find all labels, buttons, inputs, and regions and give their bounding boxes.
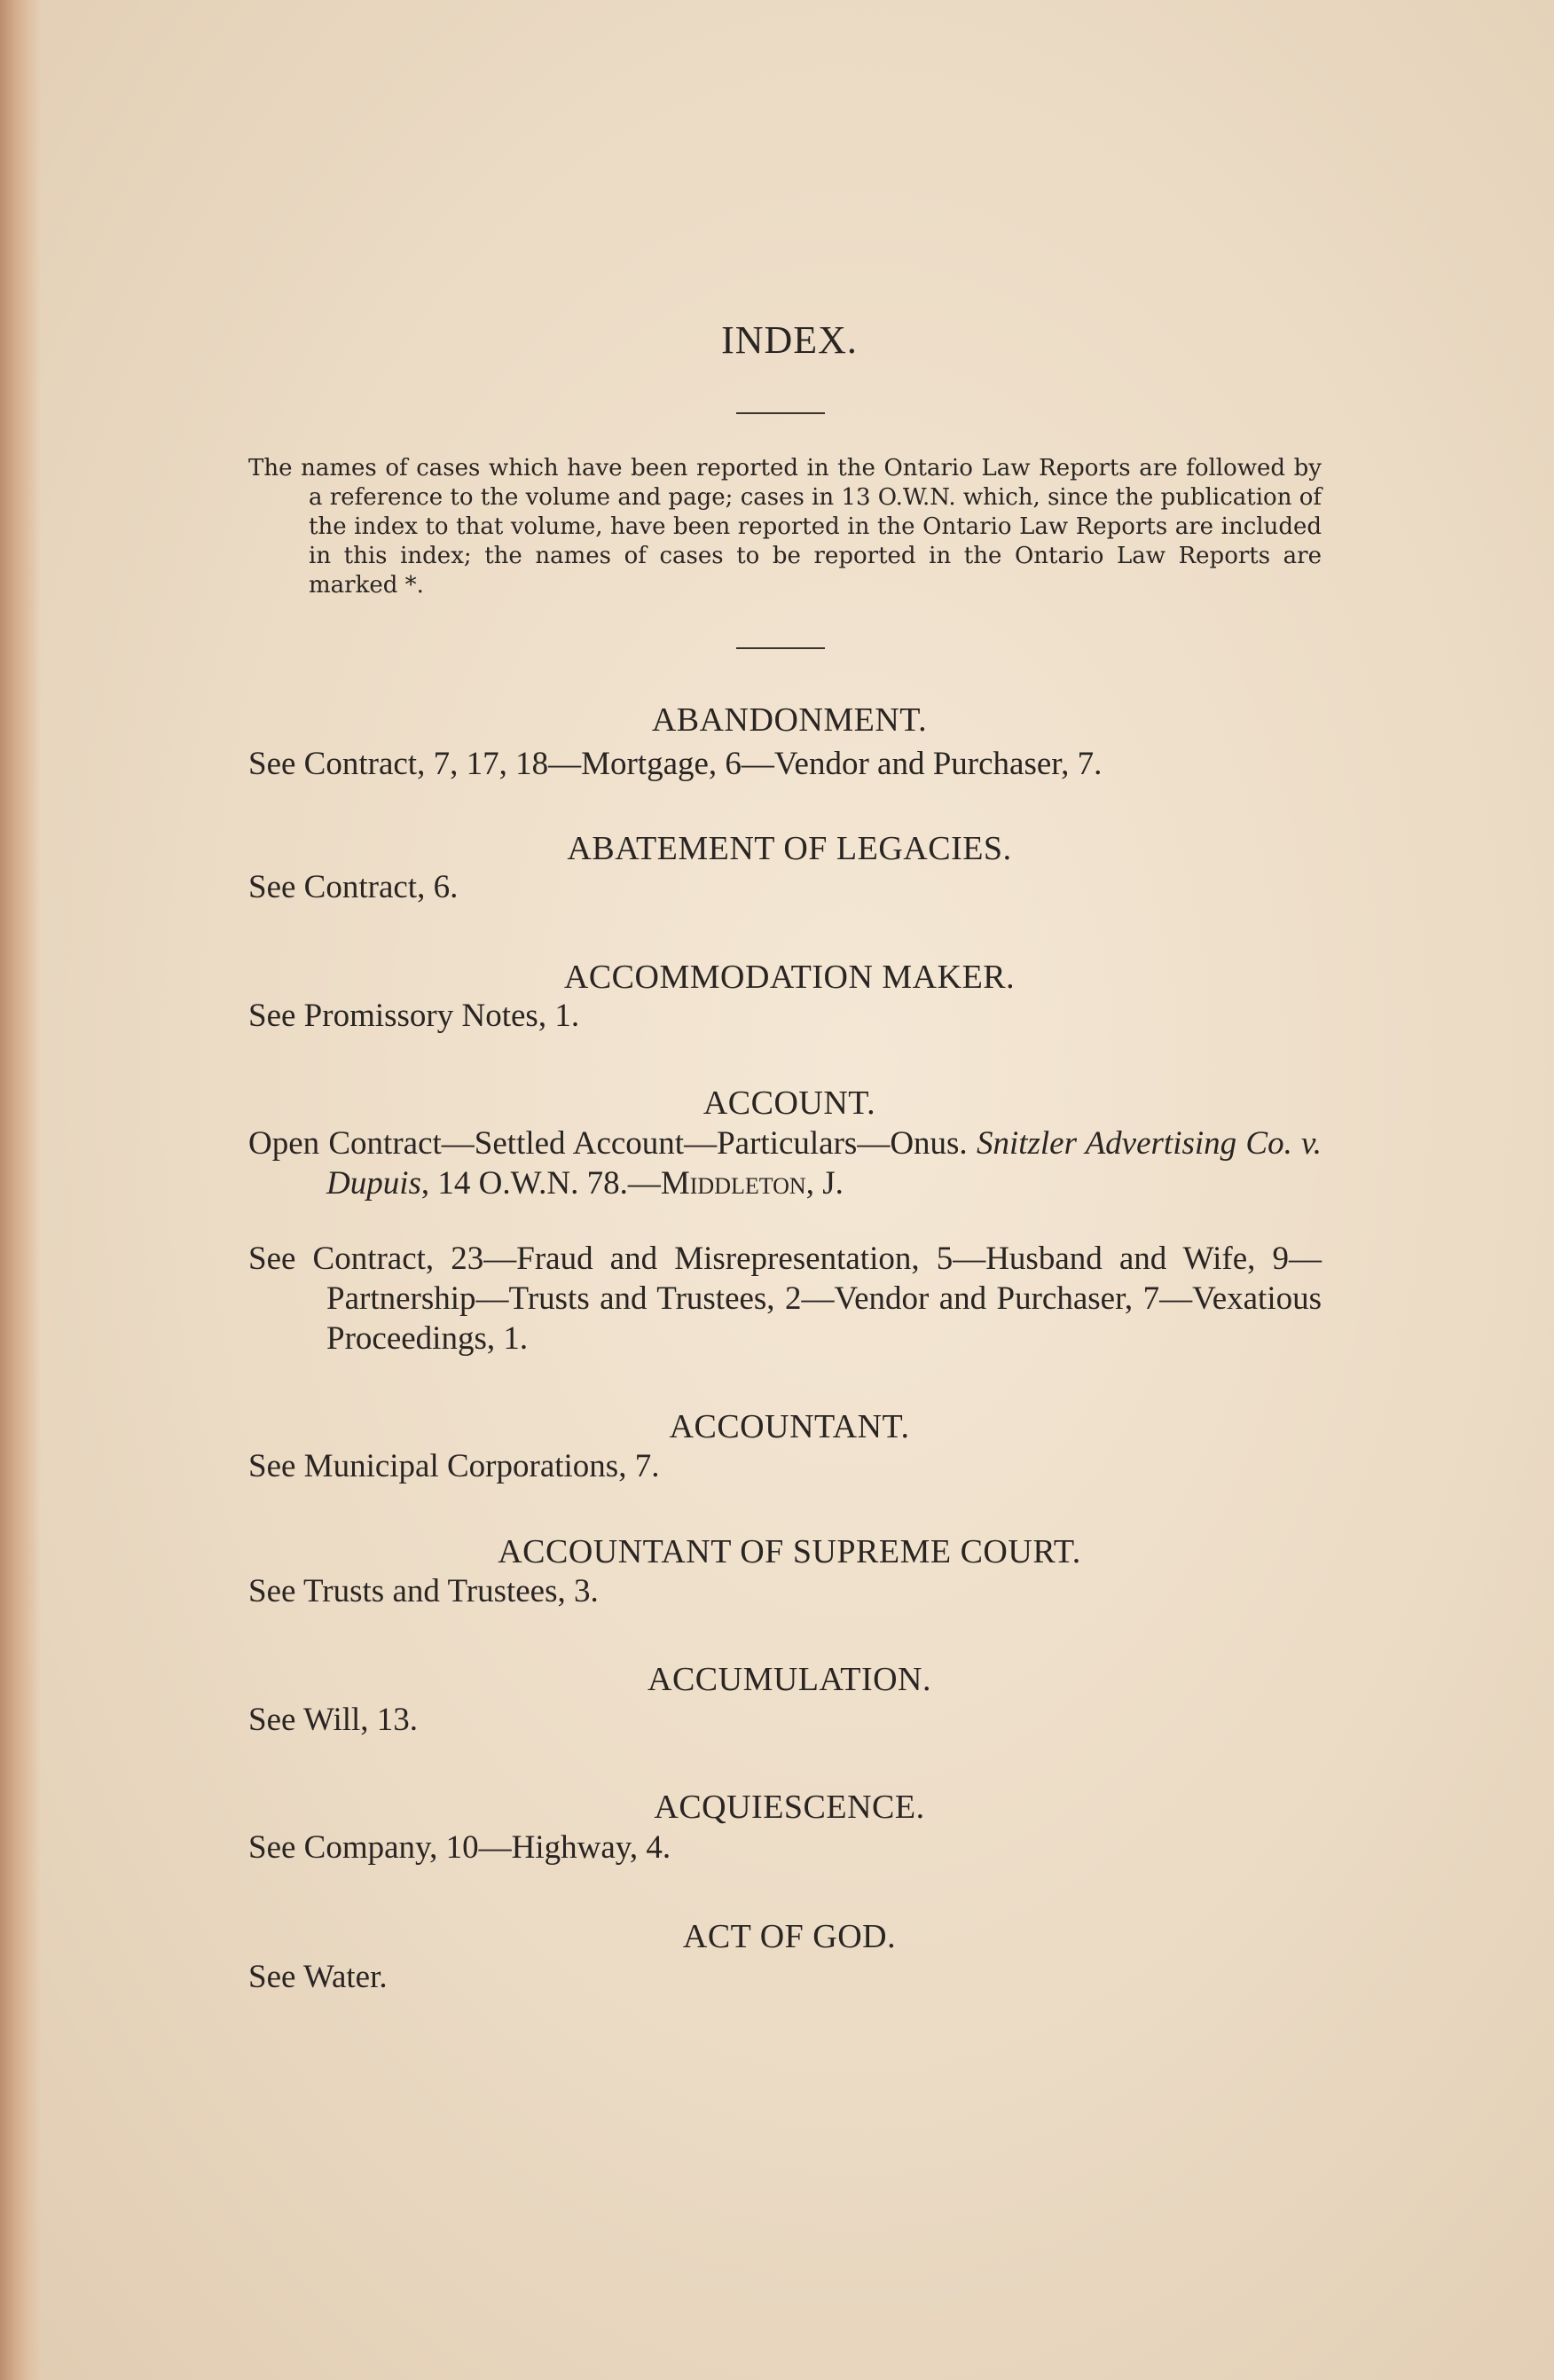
- section-heading: ACCOUNTANT.: [669, 1408, 910, 1445]
- book-spine-shadow: [0, 0, 41, 2380]
- section-entry: See Will, 13.: [248, 1702, 419, 1738]
- section-heading: ACT OF GOD.: [682, 1918, 897, 1955]
- page-title: INDEX.: [721, 318, 858, 362]
- section-heading: ABATEMENT OF LEGACIES.: [567, 830, 1012, 867]
- case-citation: , 14 O.W.N. 78.—: [420, 1165, 661, 1202]
- section-heading: ACCOUNT.: [702, 1084, 876, 1122]
- section-entry: See Promissory Notes, 1.: [248, 998, 580, 1034]
- title-rule: [736, 412, 825, 414]
- section-entry: See Contract, 6.: [248, 869, 459, 905]
- section-heading: ACCUMULATION.: [648, 1661, 931, 1698]
- case-entry: [248, 1123, 1322, 1203]
- section-entry: See Municipal Corporations, 7.: [248, 1448, 660, 1484]
- case-name: Snitzler Advertising Co. v. Dupuis: [326, 1125, 1322, 1202]
- judge-name: Middleton: [660, 1165, 806, 1202]
- section-entry: See Water.: [248, 1959, 388, 1995]
- index-content: [248, 0, 1330, 2380]
- judge-suffix: , J.: [805, 1165, 844, 1202]
- entry-topic: Open Contract—Settled Account—Particulars—Onus.: [248, 1125, 977, 1162]
- section-heading: ABANDONMENT.: [651, 701, 928, 739]
- intro-rule: [736, 647, 825, 649]
- section-heading: ACCOMMODATION MAKER.: [563, 959, 1016, 996]
- section-heading: ACCOUNTANT OF SUPREME COURT.: [498, 1533, 1081, 1570]
- section-heading: ACQUIESCENCE.: [654, 1789, 925, 1826]
- section-entry: See Contract, 23—Fraud and Misrepresentation, 5—Husband and Wife, 9—Partnership—Trusts and Trustees, 2—Vendor and Purchaser, 7—Vexatious Proceedings, 1.: [248, 1241, 1322, 1357]
- intro-note: The names of cases which have been reported in the Ontario Law Reports are followed by a reference to the volume and page; cases in 13 O.W.N. which, since the publication of the index to that volume, have been reported in the Ontario Law Reports are included in this index; the names of cases to be reported in the Ontario Law Reports are marked *.: [248, 455, 1322, 599]
- section-entry: See Trusts and Trustees, 3.: [248, 1573, 599, 1609]
- section-entry: See Company, 10—Highway, 4.: [248, 1829, 671, 1866]
- section-entry: See Contract, 7, 17, 18—Mortgage, 6—Vendor and Purchaser, 7.: [248, 746, 1103, 782]
